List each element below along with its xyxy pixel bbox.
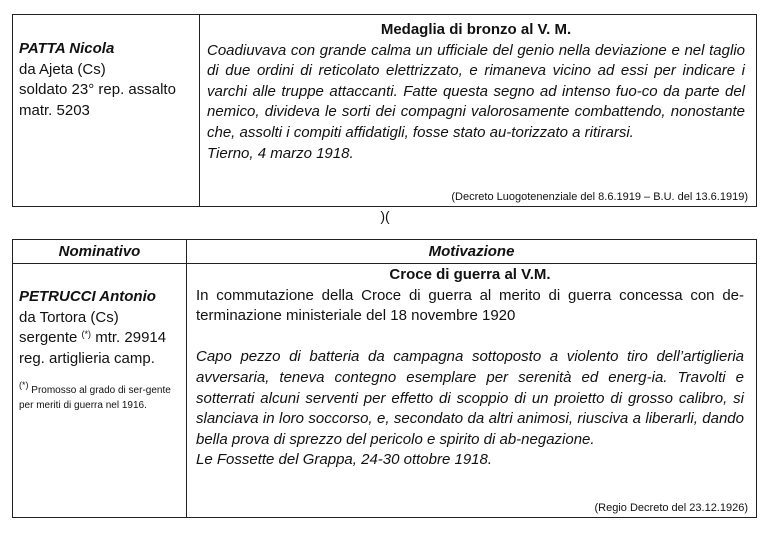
motivation-cell xyxy=(207,20,745,164)
decree-source: (Regio Decreto del 23.12.1926) xyxy=(594,502,748,514)
person-name: PETRUCCI Antonio xyxy=(19,288,156,305)
person-matricola: mtr. 29914 xyxy=(95,329,167,346)
person-unit: reg. artiglieria camp. xyxy=(19,349,155,367)
header-divider xyxy=(13,263,756,264)
place-date: Tierno, 4 marzo 1918. xyxy=(207,144,354,162)
record-table-petrucci xyxy=(12,239,757,518)
person-cell xyxy=(19,39,195,121)
column-divider xyxy=(199,15,200,206)
footnote-mark: (*) xyxy=(81,329,92,339)
award-title: Croce di guerra al V.M. xyxy=(389,266,551,283)
person-cell xyxy=(19,287,183,369)
person-rank: soldato 23° rep. assalto xyxy=(19,81,176,98)
column-divider xyxy=(186,240,187,517)
motivation-text: Coadiuvava con grande calma un ufficiale del genio nella deviazione e nel taglio di due ordini di reticolato elettrizzato, e rimaneva vicino ad essi per indicare i varchi alle truppe attaccanti. Fatte questa segno ad intenso fuo-co da parte del nemico, divideva le sorti dei compagni valorosamente combattendo, nonostante che, assolti i compiti affidatigli, fosse stato au-torizzato a ritirarsi. xyxy=(207,41,745,141)
award-title: Medaglia di bronzo al V. M. xyxy=(380,21,572,38)
header-nominativo: Nominativo xyxy=(58,243,141,260)
footnote xyxy=(19,380,183,413)
motivation-cell xyxy=(196,265,744,471)
decree-source: (Decreto Luogotenenziale del 8.6.1919 – B.U. del 13.6.1919) xyxy=(451,191,748,203)
commutation-text: In commutazione della Croce di guerra al merito di guerra concessa con de-terminazione ministeriale del 18 novembre 1920 xyxy=(196,286,744,325)
record-separator: )( xyxy=(380,208,390,224)
person-rank-line xyxy=(19,328,183,349)
record-table-patta xyxy=(12,14,757,207)
person-rank: sergente xyxy=(19,329,78,346)
person-name: PATTA Nicola xyxy=(19,40,115,57)
place-date: Le Fossette del Grappa, 24-30 ottobre 1918. xyxy=(196,451,493,469)
person-origin: da Ajeta (Cs) xyxy=(19,60,106,78)
spacer xyxy=(196,327,744,348)
person-origin: da Tortora (Cs) xyxy=(19,308,119,326)
footnote-text: Promosso al grado di ser-gente per meriti di guerra nel 1916. xyxy=(19,385,171,411)
person-matricola: matr. 5203 xyxy=(19,101,90,119)
motivation-text: Capo pezzo di batteria da campagna sottoposto a violento tiro dell’artiglieria avversaria, teneva contegno esemplare per serenità ed energ-ia. Travolti e sotterrati alcuni serventi per effetto di scoppio di un proietto di grosso calibro, si slanciava in loro soccorso, e, secondato da altri animosi, riusciva a liberarli, dando bella prova di sprezzo del pericolo e spirito di ab-negazione. xyxy=(196,348,744,448)
header-motivazione: Motivazione xyxy=(428,243,515,260)
footnote-mark: (*) xyxy=(19,380,29,390)
